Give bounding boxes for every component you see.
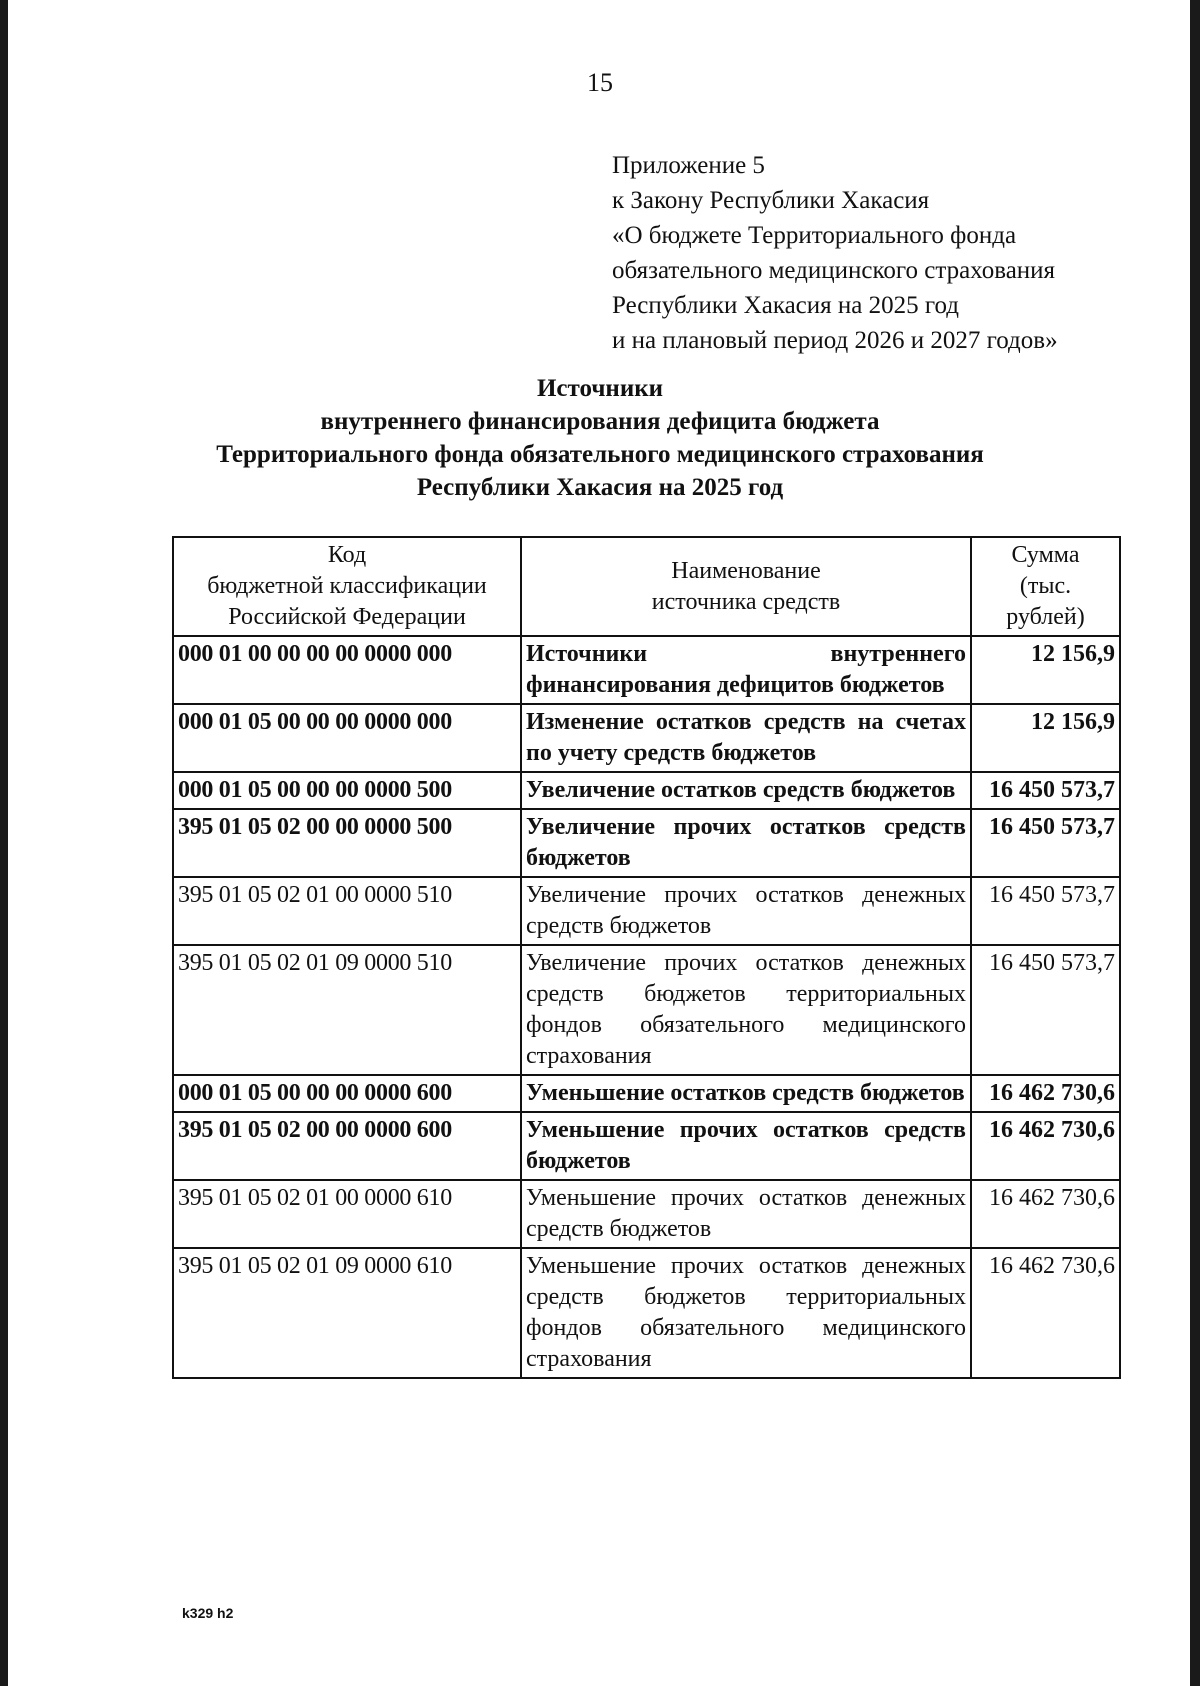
row-sum: 12 156,9 — [971, 636, 1120, 704]
row-sum: 16 450 573,7 — [971, 877, 1120, 945]
row-name: Увеличение прочих остатков средств бюджетов — [521, 809, 971, 877]
row-sum: 16 450 573,7 — [971, 809, 1120, 877]
row-name: Увеличение прочих остатков денежных средств бюджетов — [521, 877, 971, 945]
appendix-line: и на плановый период 2026 и 2027 годов» — [612, 327, 1058, 354]
row-sum: 16 462 730,6 — [971, 1180, 1120, 1248]
footer-code: k329 h2 — [182, 1605, 234, 1621]
budget-sources-table — [172, 536, 1121, 1379]
row-name: Уменьшение прочих остатков средств бюджетов — [521, 1112, 971, 1180]
header-sum-line: Сумма — [1011, 542, 1080, 568]
table-body — [173, 636, 1120, 1378]
row-code: 395 01 05 02 01 09 0000 610 — [173, 1248, 521, 1378]
table-row — [173, 1112, 1120, 1180]
row-code: 395 01 05 02 00 00 0000 600 — [173, 1112, 521, 1180]
row-sum: 16 450 573,7 — [971, 772, 1120, 809]
row-code: 000 01 05 00 00 00 0000 000 — [173, 704, 521, 772]
table-row — [173, 1248, 1120, 1378]
header-name-line: источника средств — [651, 588, 841, 615]
header-sum — [971, 537, 1120, 636]
appendix-line: обязательного медицинского страхования — [612, 257, 1056, 284]
row-name: Изменение остатков средств на счетах по учету средств бюджетов — [521, 704, 971, 772]
appendix-line: Приложение 5 — [612, 152, 765, 179]
appendix-line: Республики Хакасия на 2025 год — [612, 292, 960, 319]
row-sum: 16 462 730,6 — [971, 1112, 1120, 1180]
table-row — [173, 704, 1120, 772]
row-sum: 16 462 730,6 — [971, 1075, 1120, 1112]
header-code-line: бюджетной классификации — [207, 573, 487, 599]
header-code — [173, 537, 521, 636]
title-line: Республики Хакасия на 2025 год — [416, 474, 784, 501]
row-name: Увеличение прочих остатков денежных средств бюджетов территориальных фондов обязательного медицинского страхования — [521, 945, 971, 1075]
header-code-line: Код — [327, 542, 367, 568]
scan-border-left — [0, 0, 8, 1686]
row-code: 000 01 05 00 00 00 0000 600 — [173, 1075, 521, 1112]
title-line: Территориального фонда обязательного медицинского страхования — [216, 441, 984, 468]
appendix-line: «О бюджете Территориального фонда — [612, 222, 1017, 249]
header-name — [521, 537, 971, 636]
appendix-reference — [612, 148, 1058, 358]
header-sum-line: (тыс. — [1019, 573, 1072, 599]
table-row — [173, 945, 1120, 1075]
row-sum: 16 450 573,7 — [971, 945, 1120, 1075]
header-name-line: Наименование — [671, 557, 821, 584]
row-sum: 12 156,9 — [971, 704, 1120, 772]
row-code: 395 01 05 02 01 00 0000 510 — [173, 877, 521, 945]
row-code: 395 01 05 02 00 00 0000 500 — [173, 809, 521, 877]
row-code: 000 01 00 00 00 00 0000 000 — [173, 636, 521, 704]
row-name: Уменьшение прочих остатков денежных средств бюджетов территориальных фондов обязательного медицинского страхования — [521, 1248, 971, 1378]
title-line: внутреннего финансирования дефицита бюджета — [320, 408, 880, 435]
table-row — [173, 1180, 1120, 1248]
table-row — [173, 1075, 1120, 1112]
table-row — [173, 809, 1120, 877]
title-line: Источники — [536, 375, 664, 402]
header-code-line: Российской Федерации — [228, 604, 466, 630]
table-header-row — [173, 537, 1120, 636]
appendix-line: к Закону Республики Хакасия — [612, 187, 930, 214]
row-code: 395 01 05 02 01 00 0000 610 — [173, 1180, 521, 1248]
page-number: 15 — [587, 68, 613, 97]
table-row — [173, 772, 1120, 809]
row-name: Уменьшение прочих остатков денежных средств бюджетов — [521, 1180, 971, 1248]
table-row — [173, 636, 1120, 704]
row-code: 395 01 05 02 01 09 0000 510 — [173, 945, 521, 1075]
row-sum: 16 462 730,6 — [971, 1248, 1120, 1378]
row-name: Источники внутреннего финансирования дефицитов бюджетов — [521, 636, 971, 704]
scan-border-right — [1190, 0, 1200, 1686]
header-sum-line: рублей) — [1006, 604, 1085, 630]
row-name: Увеличение остатков средств бюджетов — [521, 772, 971, 809]
row-name: Уменьшение остатков средств бюджетов — [521, 1075, 971, 1112]
row-code: 000 01 05 00 00 00 0000 500 — [173, 772, 521, 809]
table-row — [173, 877, 1120, 945]
document-title — [0, 372, 1200, 504]
